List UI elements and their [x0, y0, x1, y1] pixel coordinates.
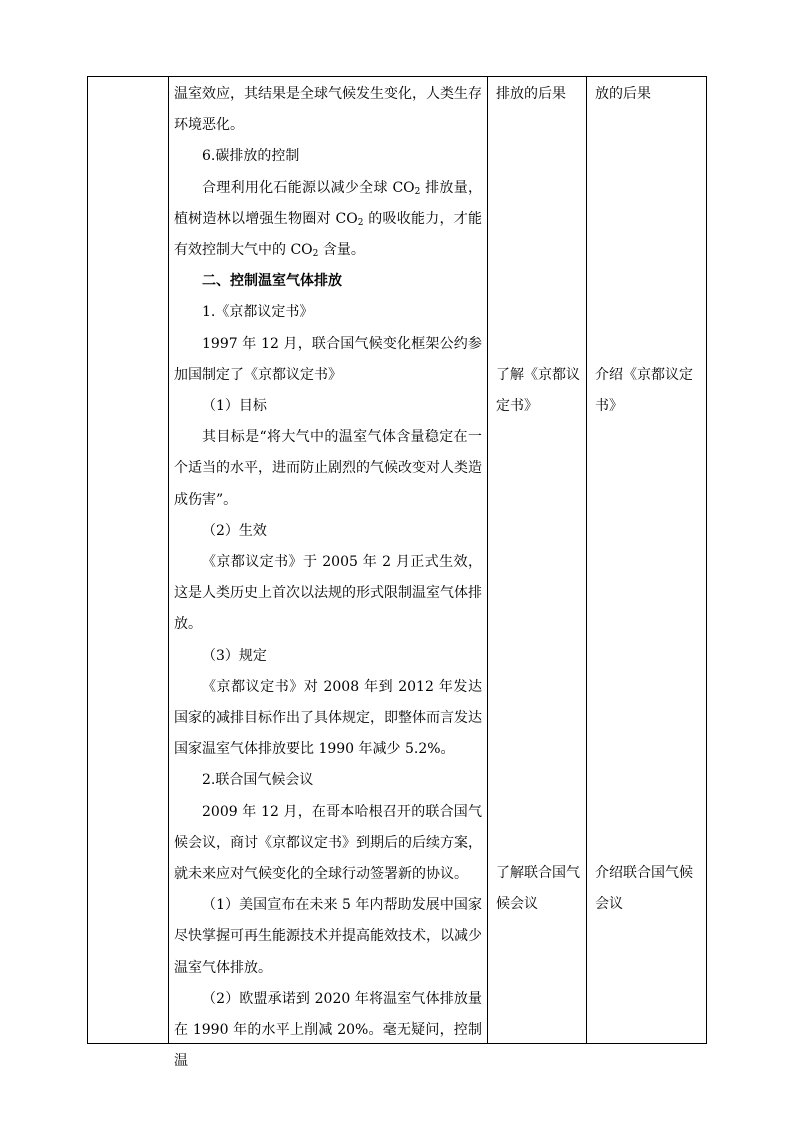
- heading-un-conference: 2.联合国气候会议: [202, 772, 314, 789]
- paragraph-eu: （2）欧盟承诺到 2020 年将温室气体排放量在 1990 年的水平上削减 20%。毫无疑问，控制温: [174, 990, 482, 1070]
- content-column: [169, 77, 487, 1070]
- teacher-activity-column: [587, 77, 708, 1043]
- student-activity-column: [488, 77, 586, 1043]
- paragraph-greenhouse-effect: 温室效应，其结果是全球气候发生变化，人类生存环境恶化。: [174, 86, 482, 134]
- activity-un-conference: 了解联合国气候会议: [496, 865, 580, 913]
- lesson-plan-table: [87, 76, 707, 1070]
- paragraph-kyoto: 1997 年 12 月，联合国气候变化框架公约参加国制定了《京都议定书》: [174, 335, 482, 383]
- heading-goal: （1）目标: [202, 398, 267, 415]
- paragraph-un-conference: 2009 年 12 月，在哥本哈根召开的联合国气候会议，商讨《京都议定书》到期后的后续方案，就未来应对气候变化的全球行动签署新的协议。: [174, 803, 482, 883]
- paragraph-goal: 其目标是“将大气中的温室气体含量稳定在一个适当的水平，进而防止剧烈的气候改变对人类造成伤害”。: [174, 429, 482, 508]
- section-heading: 二、控制温室气体排放: [202, 273, 342, 290]
- heading-carbon-control: 6.碳排放的控制: [202, 148, 300, 165]
- activity-kyoto: 了解《京都议定书》: [496, 367, 580, 415]
- teaching-consequences: 放的后果: [595, 86, 651, 102]
- teaching-un-conference: 介绍联合国气候会议: [595, 865, 693, 913]
- teaching-kyoto: 介绍《京都议定书》: [595, 367, 693, 415]
- heading-kyoto: 1.《京都议定书》: [202, 304, 314, 321]
- paragraph-effect: 《京都议定书》于 2005 年 2 月正式生效，这是人类历史上首次以法规的形式限制温室气体排放。: [174, 554, 482, 633]
- paragraph-carbon-control: 合理利用化石能源以减少全球 $CO_2$ 排放量，植树造林以增强生物圈对 $CO_2$ 的吸收能力，才能有效控制大气中的 $CO_2$ 含量。: [174, 179, 483, 260]
- heading-effect: （2）生效: [202, 522, 267, 539]
- paragraph-rule: 《京都议定书》对 2008 年到 2012 年发达国家的减排目标作出了具体规定，即整体而言发达国家温室气体排放要比 1990 年减少 5.2%。: [174, 678, 482, 758]
- heading-rule: （3）规定: [202, 647, 267, 664]
- paragraph-us: （1）美国宣布在未来 5 年内帮助发展中国家尽快掌握可再生能源技术并提高能效技术，以减少温室气体排放。: [174, 897, 482, 976]
- activity-consequences: 排放的后果: [496, 86, 566, 102]
